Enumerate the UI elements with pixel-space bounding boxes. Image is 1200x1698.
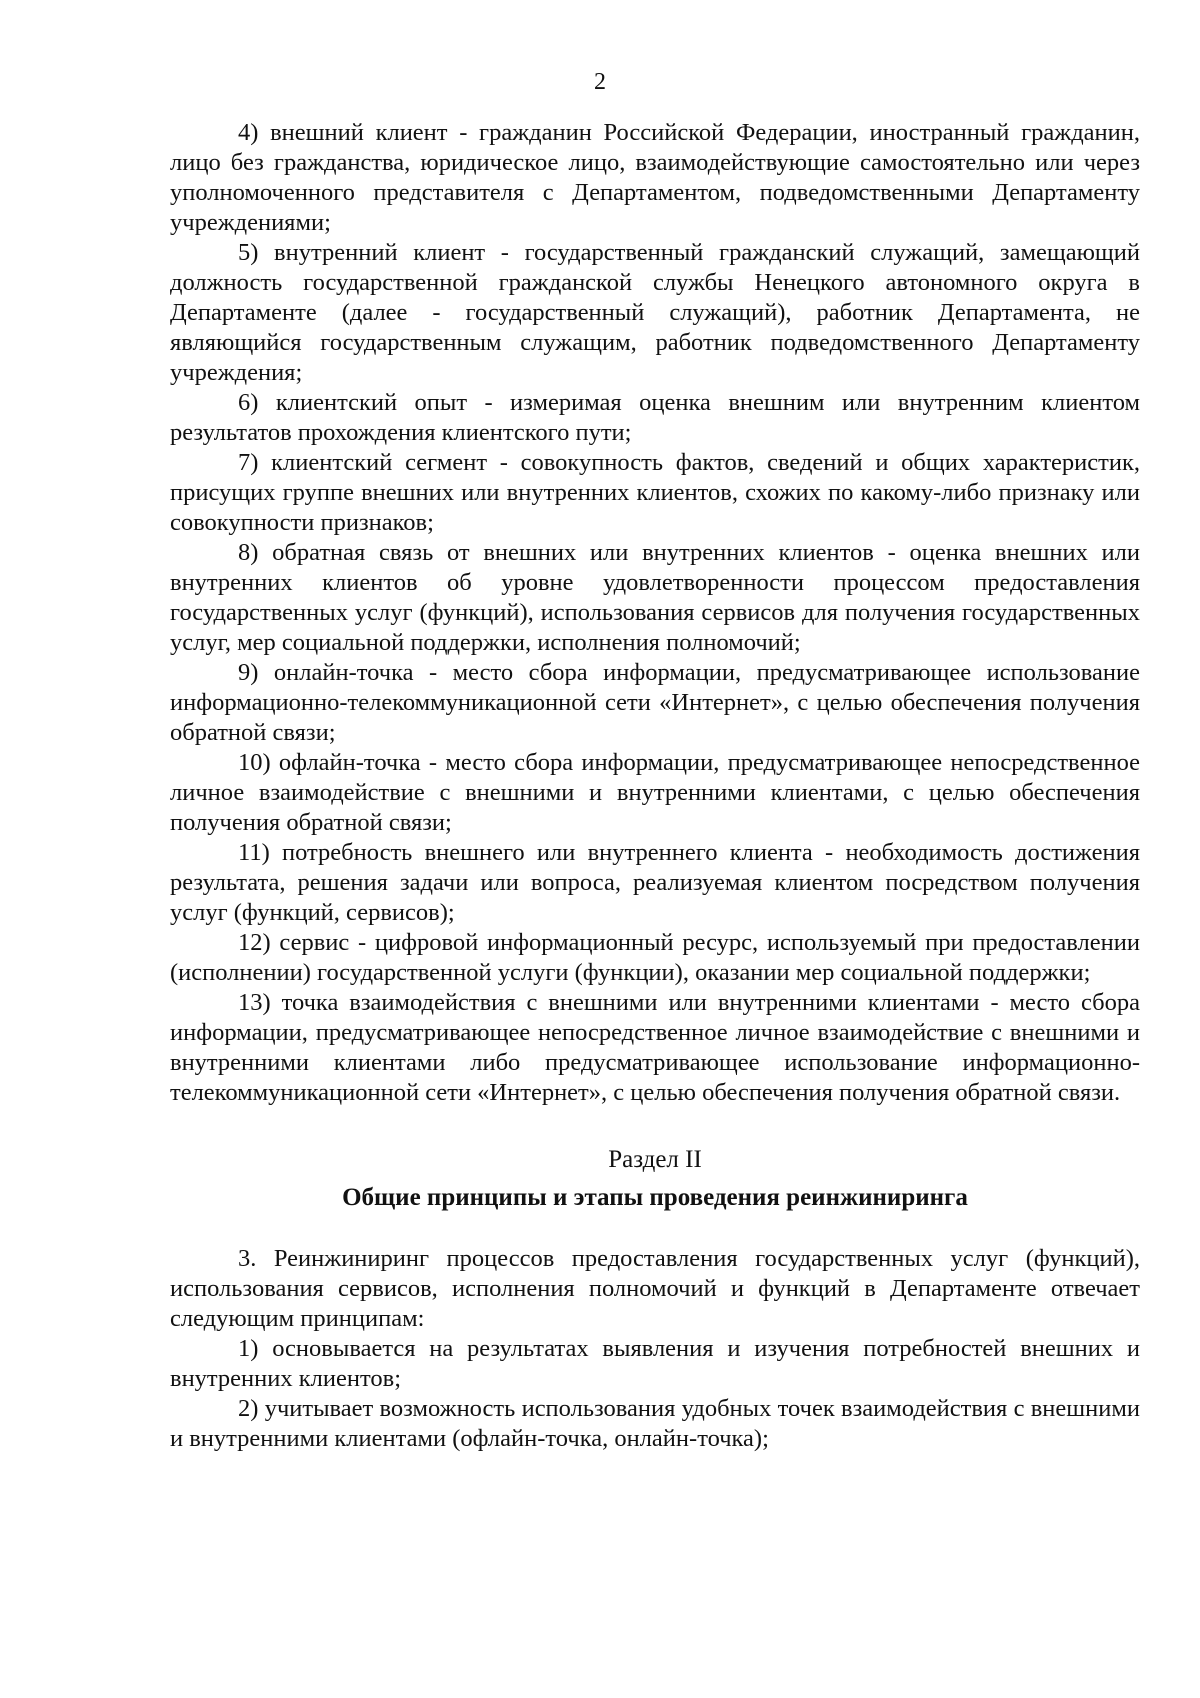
- section-paragraph: 3. Реинжиниринг процессов предоставления государственных услуг (функций), использования сервисов, исполнения полномочий и функций в Департаменте отвечает следующим принципам:: [170, 1245, 1140, 1332]
- definition-paragraph: 4) внешний клиент - гражданин Российской Федерации, иностранный гражданин, лицо без гражданства, юридическое лицо, взаимодействующие самостоятельно или через уполномоченного представителя с Департаментом, подведомственными Департаменту учреждениями;: [170, 119, 1140, 236]
- section-paragraph: 1) основывается на результатах выявления и изучения потребностей внешних и внутренних клиентов;: [170, 1335, 1140, 1392]
- definition-paragraph: 9) онлайн-точка - место сбора информации, предусматривающее использование информационно-телекоммуникационной сети «Интернет», с целью обеспечения получения обратной связи;: [170, 659, 1140, 746]
- section-paragraph: 2) учитывает возможность использования удобных точек взаимодействия с внешними и внутренними клиентами (офлайн-точка, онлайн-точка);: [170, 1395, 1140, 1452]
- definition-paragraph: 8) обратная связь от внешних или внутренних клиентов - оценка внешних или внутренних клиентов об уровне удовлетворенности процессом предоставления государственных услуг (функций), использования сервисов для получения государственных услуг, мер социальной поддержки, исполнения полномочий;: [170, 539, 1140, 656]
- page-number: 2: [594, 69, 606, 95]
- definition-paragraph: 7) клиентский сегмент - совокупность фактов, сведений и общих характеристик, присущих группе внешних или внутренних клиентов, схожих по какому-либо признаку или совокупности признаков;: [170, 449, 1140, 536]
- definition-paragraph: 13) точка взаимодействия с внешними или внутренними клиентами - место сбора информации, предусматривающее непосредственное личное взаимодействие с внешними и внутренними клиентами либо предусматривающее использование информационно-телекоммуникационной сети «Интернет», с целью обеспечения получения обратной связи.: [170, 989, 1140, 1106]
- section-heading: Общие принципы и этапы проведения реинжиниринга: [342, 1184, 968, 1211]
- definition-paragraph: 5) внутренний клиент - государственный гражданский служащий, замещающий должность государственной гражданской службы Ненецкого автономного округа в Департаменте (далее - государственный служащий), работник Департамента, не являющийся государственным служащим, работник подведомственного Департаменту учреждения;: [170, 239, 1140, 386]
- definition-paragraph: 10) офлайн-точка - место сбора информации, предусматривающее непосредственное личное взаимодействие с внешними и внутренними клиентами, с целью обеспечения получения обратной связи;: [170, 749, 1140, 836]
- definition-paragraph: 6) клиентский опыт - измеримая оценка внешним или внутренним клиентом результатов прохождения клиентского пути;: [170, 389, 1140, 446]
- definition-paragraph: 11) потребность внешнего или внутреннего клиента - необходимость достижения результата, решения задачи или вопроса, реализуемая клиентом посредством получения услуг (функций, сервисов);: [170, 839, 1140, 926]
- definition-paragraph: 12) сервис - цифровой информационный ресурс, используемый при предоставлении (исполнении) государственной услуги (функции), оказании мер социальной поддержки;: [170, 929, 1140, 986]
- section-title: Раздел II: [608, 1146, 702, 1173]
- document-body: [170, 118, 1140, 1454]
